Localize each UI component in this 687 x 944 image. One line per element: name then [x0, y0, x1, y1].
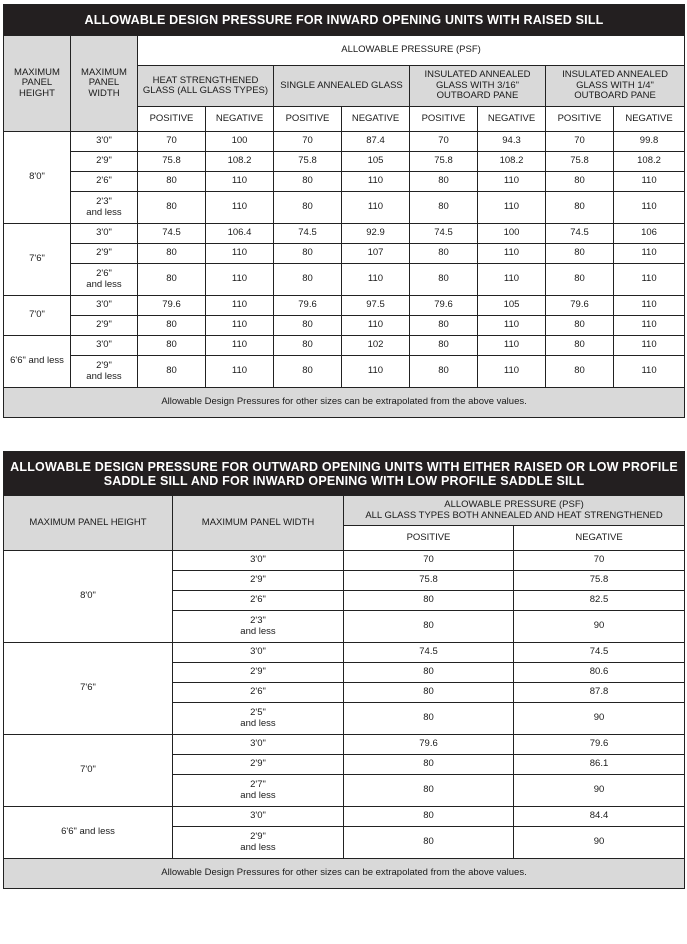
panel-width-cell: [173, 643, 344, 663]
panel-height-cell: 8'0": [4, 132, 71, 224]
negative-value: 110: [206, 336, 274, 356]
positive-value: 75.8: [274, 152, 342, 172]
positive-value: 80: [410, 316, 478, 336]
panel-height-cell: 6'6" and less: [4, 336, 71, 388]
positive-value: 79.6: [344, 735, 514, 755]
negative-value: 110: [342, 192, 410, 224]
width-value: 2'3": [96, 196, 112, 207]
panel-width-cell: [71, 192, 138, 224]
negative-value: 90: [514, 703, 685, 735]
panel-width-cell: [173, 571, 344, 591]
positive-value: 70: [410, 132, 478, 152]
panel-width-cell: [71, 296, 138, 316]
width-qualifier: and less: [86, 278, 122, 290]
negative-value: 110: [614, 316, 685, 336]
positive-value: 80: [344, 683, 514, 703]
width-qualifier: and less: [240, 841, 276, 853]
negative-value: 110: [478, 356, 546, 388]
positive-value: 80: [344, 591, 514, 611]
positive-header: POSITIVE: [274, 107, 342, 132]
panel-width-cell: [173, 551, 344, 571]
panel-width-cell: [71, 172, 138, 192]
negative-value: 80.6: [514, 663, 685, 683]
positive-value: 80: [138, 264, 206, 296]
positive-value: 80: [274, 316, 342, 336]
width-value: 2'6": [96, 268, 112, 279]
negative-value: 90: [514, 775, 685, 807]
positive-value: 75.8: [546, 152, 614, 172]
negative-value: 84.4: [514, 807, 685, 827]
panel-width-cell: [173, 611, 344, 643]
glass-type-single-annealed: SINGLE ANNEALED GLASS: [274, 66, 410, 107]
table2-height-header: MAXIMUM PANEL HEIGHT: [4, 496, 173, 551]
negative-value: 110: [478, 244, 546, 264]
table-row: [4, 244, 685, 264]
negative-value: 110: [478, 336, 546, 356]
negative-value: 110: [206, 296, 274, 316]
table-row: [4, 224, 685, 244]
panel-width-cell: [71, 336, 138, 356]
width-value: 3'0": [250, 738, 266, 750]
width-value: 3'0": [250, 810, 266, 822]
positive-value: 80: [344, 807, 514, 827]
panel-height-cell: 7'0": [4, 296, 71, 336]
positive-value: 75.8: [410, 152, 478, 172]
positive-value: 80: [274, 336, 342, 356]
width-qualifier: and less: [240, 625, 276, 637]
table2-footnote: Allowable Design Pressures for other sizes can be extrapolated from the above values.: [4, 859, 685, 889]
positive-value: 80: [344, 827, 514, 859]
negative-value: 110: [478, 264, 546, 296]
table1-pressure-header: ALLOWABLE PRESSURE (PSF): [138, 36, 685, 66]
negative-value: 105: [478, 296, 546, 316]
table2-title: [4, 452, 685, 496]
positive-value: 80: [546, 356, 614, 388]
panel-width-cell: [173, 591, 344, 611]
negative-value: 79.6: [514, 735, 685, 755]
table-row: [4, 336, 685, 356]
positive-value: 80: [274, 244, 342, 264]
panel-width-cell: [173, 683, 344, 703]
negative-value: 70: [514, 551, 685, 571]
table2-title-line1: ALLOWABLE DESIGN PRESSURE FOR OUTWARD OPENING UNITS WITH EITHER RAISED OR LOW PROFILE: [10, 459, 678, 474]
width-value: 2'9": [250, 574, 266, 586]
width-value: 2'6": [96, 175, 112, 187]
positive-value: 80: [546, 336, 614, 356]
negative-header: NEGATIVE: [342, 107, 410, 132]
glass-type-insulated-3-16: INSULATED ANNEALED GLASS WITH 3/16" OUTBOARD PANE: [410, 66, 546, 107]
table-row: [4, 807, 685, 827]
negative-header: NEGATIVE: [514, 526, 685, 551]
width-value: 2'9": [96, 247, 112, 259]
positive-value: 79.6: [410, 296, 478, 316]
table-row: [4, 152, 685, 172]
negative-header: NEGATIVE: [478, 107, 546, 132]
table-row: [4, 643, 685, 663]
table-row: [4, 735, 685, 755]
negative-value: 108.2: [478, 152, 546, 172]
positive-value: 74.5: [274, 224, 342, 244]
positive-header: POSITIVE: [410, 107, 478, 132]
table2-pressure-line2: ALL GLASS TYPES BOTH ANNEALED AND HEAT STRENGTHENED: [365, 509, 663, 521]
positive-value: 80: [344, 703, 514, 735]
panel-width-cell: [71, 316, 138, 336]
table-row: [4, 356, 685, 388]
positive-value: 80: [274, 172, 342, 192]
panel-width-cell: [71, 264, 138, 296]
panel-width-cell: [71, 356, 138, 388]
negative-value: 110: [342, 172, 410, 192]
width-qualifier: and less: [86, 206, 122, 218]
negative-value: 110: [206, 264, 274, 296]
positive-value: 80: [274, 356, 342, 388]
negative-value: 110: [614, 192, 685, 224]
positive-value: 79.6: [138, 296, 206, 316]
negative-value: 110: [614, 356, 685, 388]
table2-title-line2: SADDLE SILL AND FOR INWARD OPENING WITH LOW PROFILE SADDLE SILL: [103, 473, 585, 488]
width-qualifier: and less: [240, 717, 276, 729]
negative-value: 110: [206, 356, 274, 388]
positive-value: 80: [344, 663, 514, 683]
positive-value: 80: [274, 264, 342, 296]
negative-value: 87.8: [514, 683, 685, 703]
inward-raised-sill-table: [3, 4, 685, 418]
negative-value: 75.8: [514, 571, 685, 591]
positive-value: 80: [344, 775, 514, 807]
negative-value: 74.5: [514, 643, 685, 663]
negative-value: 100: [478, 224, 546, 244]
negative-value: 90: [514, 611, 685, 643]
positive-value: 80: [344, 755, 514, 775]
panel-height-cell: 8'0": [4, 551, 173, 643]
positive-value: 80: [344, 611, 514, 643]
table-row: [4, 551, 685, 571]
positive-value: 74.5: [410, 224, 478, 244]
panel-height-cell: 7'0": [4, 735, 173, 807]
table2-pressure-line1: ALLOWABLE PRESSURE (PSF): [444, 499, 584, 510]
negative-value: 110: [614, 244, 685, 264]
panel-width-cell: [173, 703, 344, 735]
width-value: 2'9": [96, 155, 112, 167]
width-value: 3'0": [250, 646, 266, 658]
negative-value: 110: [206, 192, 274, 224]
positive-value: 80: [410, 356, 478, 388]
negative-value: 106: [614, 224, 685, 244]
width-value: 2'9": [96, 319, 112, 331]
positive-value: 80: [546, 264, 614, 296]
table2-pressure-header: [344, 496, 685, 526]
width-value: 2'6": [250, 686, 266, 698]
positive-header: POSITIVE: [344, 526, 514, 551]
positive-value: 70: [274, 132, 342, 152]
panel-height-cell: 6'6" and less: [4, 807, 173, 859]
positive-value: 74.5: [138, 224, 206, 244]
positive-value: 80: [546, 316, 614, 336]
table1-footnote: Allowable Design Pressures for other sizes can be extrapolated from the above values.: [4, 388, 685, 418]
positive-value: 80: [138, 316, 206, 336]
panel-width-cell: [173, 755, 344, 775]
width-value: 2'3": [250, 615, 266, 626]
table-row: [4, 132, 685, 152]
positive-value: 75.8: [344, 571, 514, 591]
negative-value: 100: [206, 132, 274, 152]
panel-width-cell: [71, 152, 138, 172]
negative-value: 110: [478, 316, 546, 336]
positive-value: 74.5: [546, 224, 614, 244]
negative-value: 105: [342, 152, 410, 172]
positive-value: 75.8: [138, 152, 206, 172]
negative-value: 82.5: [514, 591, 685, 611]
negative-value: 97.5: [342, 296, 410, 316]
negative-value: 90: [514, 827, 685, 859]
negative-value: 87.4: [342, 132, 410, 152]
width-value: 3'0": [96, 299, 112, 311]
panel-width-cell: [173, 827, 344, 859]
glass-type-heat-strengthened: HEAT STRENGTHENED GLASS (ALL GLASS TYPES): [138, 66, 274, 107]
positive-value: 79.6: [274, 296, 342, 316]
positive-value: 74.5: [344, 643, 514, 663]
negative-value: 110: [206, 172, 274, 192]
positive-value: 70: [344, 551, 514, 571]
negative-value: 110: [342, 316, 410, 336]
positive-value: 70: [138, 132, 206, 152]
positive-value: 80: [546, 244, 614, 264]
table2-width-header: MAXIMUM PANEL WIDTH: [173, 496, 344, 551]
positive-value: 80: [138, 336, 206, 356]
panel-height-cell: 7'6": [4, 224, 71, 296]
width-value: 3'0": [96, 227, 112, 239]
width-value: 2'9": [250, 758, 266, 770]
negative-value: 110: [478, 192, 546, 224]
width-value: 2'6": [250, 594, 266, 606]
positive-value: 80: [138, 244, 206, 264]
positive-value: 80: [410, 172, 478, 192]
negative-value: 110: [614, 172, 685, 192]
positive-header: POSITIVE: [546, 107, 614, 132]
width-value: 2'9": [250, 831, 266, 842]
width-qualifier: and less: [86, 370, 122, 382]
panel-width-cell: [173, 775, 344, 807]
positive-value: 80: [410, 336, 478, 356]
positive-value: 80: [546, 192, 614, 224]
panel-height-cell: 7'6": [4, 643, 173, 735]
positive-header: POSITIVE: [138, 107, 206, 132]
negative-value: 110: [614, 336, 685, 356]
positive-value: 80: [410, 244, 478, 264]
negative-value: 110: [342, 356, 410, 388]
negative-value: 99.8: [614, 132, 685, 152]
width-value: 2'7": [250, 779, 266, 790]
panel-width-cell: [71, 224, 138, 244]
table-row: [4, 264, 685, 296]
glass-type-insulated-1-4: INSULATED ANNEALED GLASS WITH 1/4" OUTBOARD PANE: [546, 66, 685, 107]
negative-value: 110: [206, 244, 274, 264]
width-value: 2'5": [250, 707, 266, 718]
outward-saddle-sill-table: [3, 451, 685, 889]
table1-width-header: MAXIMUM PANEL WIDTH: [71, 36, 138, 132]
positive-value: 80: [410, 264, 478, 296]
positive-value: 80: [138, 356, 206, 388]
table-row: [4, 296, 685, 316]
width-value: 3'0": [96, 135, 112, 147]
negative-value: 94.3: [478, 132, 546, 152]
width-value: 3'0": [96, 339, 112, 351]
negative-value: 86.1: [514, 755, 685, 775]
width-value: 2'9": [250, 666, 266, 678]
table-row: [4, 172, 685, 192]
table-row: [4, 192, 685, 224]
negative-value: 110: [342, 264, 410, 296]
table1-height-header: MAXIMUM PANEL HEIGHT: [4, 36, 71, 132]
table-row: [4, 316, 685, 336]
width-value: 2'9": [96, 360, 112, 371]
positive-value: 80: [410, 192, 478, 224]
negative-value: 110: [614, 296, 685, 316]
positive-value: 80: [138, 172, 206, 192]
negative-value: 108.2: [206, 152, 274, 172]
negative-value: 110: [478, 172, 546, 192]
negative-value: 110: [206, 316, 274, 336]
positive-value: 70: [546, 132, 614, 152]
positive-value: 80: [546, 172, 614, 192]
negative-value: 92.9: [342, 224, 410, 244]
positive-value: 79.6: [546, 296, 614, 316]
table1-title: ALLOWABLE DESIGN PRESSURE FOR INWARD OPENING UNITS WITH RAISED SILL: [4, 5, 685, 36]
positive-value: 80: [274, 192, 342, 224]
panel-width-cell: [71, 132, 138, 152]
panel-width-cell: [71, 244, 138, 264]
panel-width-cell: [173, 807, 344, 827]
negative-header: NEGATIVE: [206, 107, 274, 132]
negative-header: NEGATIVE: [614, 107, 685, 132]
width-value: 3'0": [250, 554, 266, 566]
panel-width-cell: [173, 735, 344, 755]
negative-value: 110: [614, 264, 685, 296]
positive-value: 80: [138, 192, 206, 224]
panel-width-cell: [173, 663, 344, 683]
negative-value: 108.2: [614, 152, 685, 172]
negative-value: 107: [342, 244, 410, 264]
negative-value: 106.4: [206, 224, 274, 244]
negative-value: 102: [342, 336, 410, 356]
width-qualifier: and less: [240, 789, 276, 801]
